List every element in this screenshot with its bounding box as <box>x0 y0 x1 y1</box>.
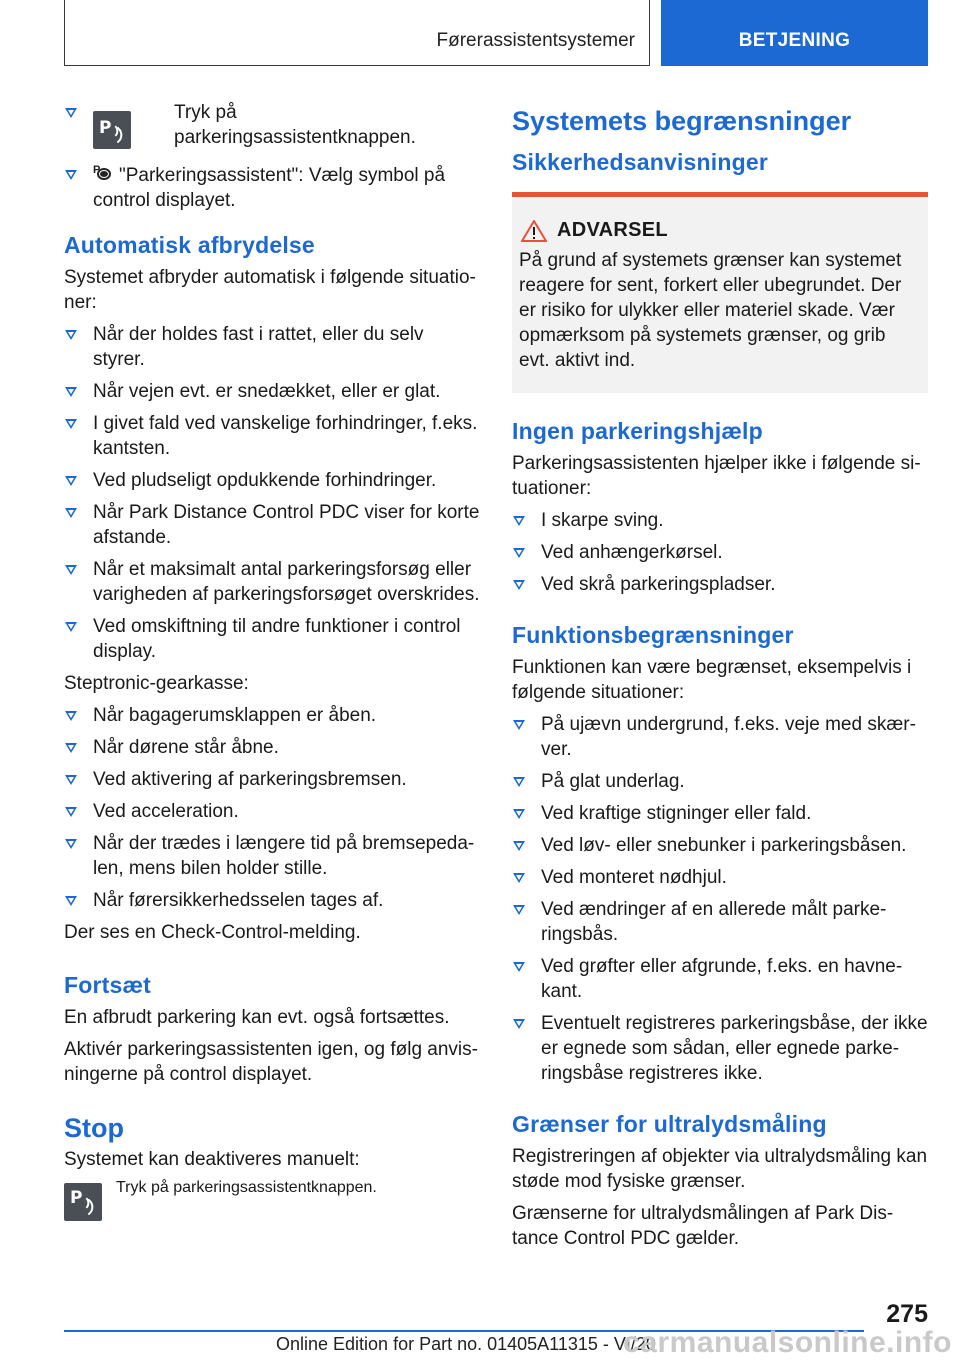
bullet-triangle-icon <box>513 873 525 883</box>
bullet-triangle-icon <box>65 896 77 906</box>
header-chapter-title: BETJENING <box>738 30 851 51</box>
bullet-triangle-icon <box>513 841 525 851</box>
bullet-triangle-icon <box>65 775 77 785</box>
continue-p2: Aktivér parkeringsassistenten igen, og følg anvisningerne på control displayet. <box>64 1039 478 1085</box>
bullet-triangle-icon <box>65 622 77 632</box>
page-header <box>64 0 928 66</box>
list-item <box>64 100 480 150</box>
bullet-triangle-icon <box>513 1019 525 1029</box>
bullet-triangle-icon <box>65 330 77 340</box>
warning-label: ADVARSEL <box>557 219 668 241</box>
auto-list <box>64 322 480 664</box>
page-number: 275 <box>886 1300 928 1328</box>
bullet-triangle-icon <box>65 711 77 721</box>
bullet-triangle-icon <box>513 777 525 787</box>
bullet-triangle-icon <box>65 387 77 397</box>
list-item: Ved pludseligt opdukkende forhindringer. <box>64 468 480 493</box>
bullet-triangle-icon <box>65 839 77 849</box>
list-item: Når dørene står åbne. <box>64 735 480 760</box>
bullet-triangle-icon <box>65 170 77 180</box>
list-item: Ved anhængerkørsel. <box>512 540 928 565</box>
section-heading-func-limits: Funktionsbegrænsninger <box>512 622 794 648</box>
list-item <box>64 162 480 213</box>
bullet-triangle-icon <box>65 419 77 429</box>
right-column <box>512 100 928 1258</box>
bullet-triangle-icon <box>65 476 77 486</box>
section-heading-continue: Fortsæt <box>64 972 152 998</box>
func-limits-intro: Funktionen kan være begrænset, eksempelvis i følgende situationer: <box>512 657 912 703</box>
no-help-intro: Parkeringsassistenten hjælper ikke i følgende situationer: <box>512 453 921 499</box>
warning-triangle-icon <box>521 220 547 242</box>
list-item: På ujævn undergrund, f.eks. veje med skærver. <box>512 712 928 762</box>
list-item: Ved grøfter eller afgrunde, f.eks. en havnekant. <box>512 954 928 1004</box>
steptronic-list <box>64 703 480 913</box>
header-chapter <box>661 0 928 66</box>
continue-p1: En afbrudt parkering kan evt. også fortsættes. <box>64 1007 450 1028</box>
list-item: Når bagagerumsklappen er åben. <box>64 703 480 728</box>
footer-edition: Online Edition for Part no. 01405A11315 - VI/20 <box>276 1334 656 1354</box>
list-item: Ved acceleration. <box>64 799 480 824</box>
header-section <box>64 0 650 66</box>
bullet-triangle-icon <box>513 905 525 915</box>
list-item-text: Tryk på parkeringsassistentknappen. <box>174 102 416 148</box>
watermark-logo: carmanualsonline.info <box>623 1326 952 1359</box>
list-item: Når der holdes fast i rattet, eller du selv styrer. <box>64 322 480 372</box>
bullet-triangle-icon <box>513 809 525 819</box>
list-item: Når et maksimalt antal parkeringsforsøg eller varigheden af parkeringsforsøget overskrides. <box>64 557 480 607</box>
section-heading-no-help: Ingen parkeringshjælp <box>512 418 763 444</box>
list-item: Ved aktivering af parkeringsbremsen. <box>64 767 480 792</box>
bullet-triangle-icon <box>513 720 525 730</box>
section-heading-stop: Stop <box>64 1113 124 1143</box>
bullet-triangle-icon <box>513 516 525 526</box>
warning-box <box>512 192 928 393</box>
ultra-p2: Grænserne for ultralydsmålingen af Park Distance Control PDC gælder. <box>512 1203 894 1249</box>
bullet-triangle-icon <box>65 807 77 817</box>
list-item: Ved omskiftning til andre funktioner i control display. <box>64 614 480 664</box>
bullet-triangle-icon <box>65 108 77 118</box>
section-heading-limits: Systemets begrænsninger <box>512 106 852 136</box>
warning-text: På grund af systemets grænser kan systemet reagere for sent, forkert eller ubegrundet. Der er risiko for ulykker eller materiel skade. Vær opmærksom på systemets grænser, og grib evt. aktivt ind. <box>519 250 902 371</box>
auto-intro: Systemet afbryder automatisk i følgende situationer: <box>64 267 476 313</box>
steptronic-label: Steptronic-gearkasse: <box>64 673 249 694</box>
section-heading-ultrasound: Grænser for ultralydsmåling <box>512 1111 827 1137</box>
list-item: Når førersikkerhedsselen tages af. <box>64 888 480 913</box>
bullet-triangle-icon <box>513 580 525 590</box>
list-item: Ved løv- eller snebunker i parkeringsbåsen. <box>512 833 928 858</box>
stop-p1: Systemet kan deaktiveres manuelt: <box>64 1149 360 1170</box>
list-item: På glat underlag. <box>512 769 928 794</box>
bullet-triangle-icon <box>65 743 77 753</box>
list-item: Eventuelt registreres parkeringsbåse, der ikke er egnede som sådan, eller egnede parkeringsbåse registreres ikke. <box>512 1011 928 1086</box>
no-help-list <box>512 508 928 597</box>
section-heading-safety: Sikkerhedsanvisninger <box>512 149 769 175</box>
bullet-triangle-icon <box>513 548 525 558</box>
stop-step <box>64 1179 480 1223</box>
list-item: Ved skrå parkeringspladser. <box>512 572 928 597</box>
bullet-triangle-icon <box>513 962 525 972</box>
parking-assistant-symbol-icon: P <box>93 162 115 184</box>
parking-assistant-button-icon: P <box>64 1183 102 1221</box>
list-item: Når Park Distance Control PDC viser for korte afstande. <box>64 500 480 550</box>
list-item: I skarpe sving. <box>512 508 928 533</box>
list-item: Ved ændringer af en allerede målt parkeringsbås. <box>512 897 928 947</box>
section-heading-auto: Automatisk afbrydelse <box>64 232 315 258</box>
top-steps-list <box>64 100 480 213</box>
list-item: Ved kraftige stigninger eller fald. <box>512 801 928 826</box>
list-item: Når vejen evt. er snedækket, eller er glat. <box>64 379 480 404</box>
list-item: Ved monteret nødhjul. <box>512 865 928 890</box>
ultra-p1: Registreringen af objekter via ultralydsmåling kan støde mod fysiske grænser. <box>512 1146 928 1192</box>
bullet-triangle-icon <box>65 508 77 518</box>
warning-title <box>519 219 920 242</box>
bullet-triangle-icon <box>65 565 77 575</box>
auto-outro: Der ses en Check-Control-melding. <box>64 922 361 943</box>
header-section-title: Førerassistentsystemer <box>436 30 635 51</box>
list-item: I givet fald ved vanskelige forhindringer, f.eks. kantsten. <box>64 411 480 461</box>
list-item: Når der trædes i længere tid på bremsepedalen, mens bilen holder stille. <box>64 831 480 881</box>
func-limits-list <box>512 712 928 1086</box>
list-item-text: "Parkeringsassistent": Vælg symbol på control displayet. <box>93 165 446 211</box>
left-column <box>64 100 480 1223</box>
stop-step-text: Tryk på parkeringsassistentknappen. <box>116 1179 377 1196</box>
parking-assistant-button-icon: P <box>93 111 131 149</box>
